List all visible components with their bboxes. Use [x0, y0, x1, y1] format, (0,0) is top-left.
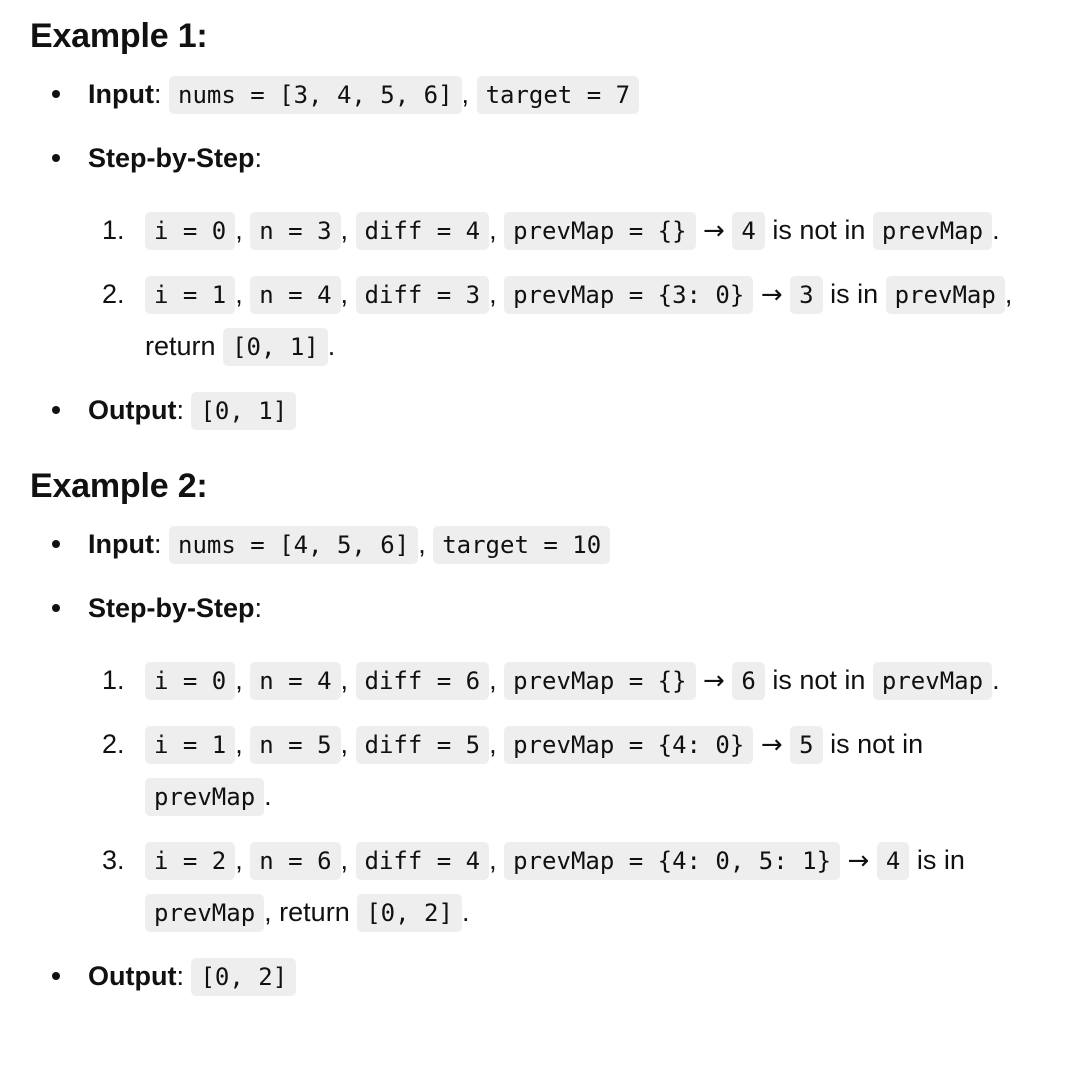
- right-arrow-icon: →: [760, 280, 783, 310]
- step-map-code: prevMap = {}: [504, 212, 695, 250]
- input-target-code: target = 10: [433, 526, 610, 564]
- bullet-icon: [52, 154, 60, 162]
- step-item: 3. i = 2 , n = 6 , diff = 4 , prevMap = {4: 0, 5: 1} → 4 is in prevMap , return [0, 2] .: [88, 834, 1080, 938]
- step-map-code: prevMap = {}: [504, 662, 695, 700]
- step-i-code: i = 1: [145, 726, 235, 764]
- step-phrase: is in: [916, 845, 965, 875]
- step-map-name-code: prevMap: [873, 212, 992, 250]
- return-value-code: [0, 1]: [223, 328, 328, 366]
- step-map-name-code: prevMap: [886, 276, 1005, 314]
- bullet-icon: [52, 406, 60, 414]
- return-word: return: [279, 897, 350, 927]
- output-code: [0, 1]: [191, 392, 296, 430]
- step-i-code: i = 0: [145, 662, 235, 700]
- step-value-code: 5: [790, 726, 822, 764]
- right-arrow-icon: →: [760, 730, 783, 760]
- input-nums-code: nums = [4, 5, 6]: [169, 526, 418, 564]
- step-phrase: is in: [830, 279, 879, 309]
- step-n-code: n = 3: [250, 212, 340, 250]
- step-i-code: i = 1: [145, 276, 235, 314]
- example-1-list: [30, 68, 1080, 436]
- step-item: 2. i = 1 , n = 4 , diff = 3 , prevMap = {3: 0} → 3 is in prevMap , return [0, 1] .: [88, 268, 1080, 372]
- step-item: 1. i = 0 , n = 4 , diff = 6 , prevMap = {} → 6 is not in prevMap .: [88, 654, 1080, 706]
- example-2-step-list: [88, 654, 1080, 938]
- step-n-code: n = 5: [250, 726, 340, 764]
- bullet-icon: [52, 540, 60, 548]
- step-i-code: i = 0: [145, 212, 235, 250]
- step-diff-code: diff = 6: [356, 662, 490, 700]
- step-value-code: 4: [877, 842, 909, 880]
- steps-label: Step-by-Step: [88, 593, 255, 623]
- return-word: return: [145, 331, 216, 361]
- step-diff-code: diff = 5: [356, 726, 490, 764]
- step-item: 1. i = 0 , n = 3 , diff = 4 , prevMap = {} → 4 is not in prevMap .: [88, 204, 1080, 256]
- input-target-code: target = 7: [477, 76, 640, 114]
- output-label: Output: [88, 395, 177, 425]
- step-phrase: is not in: [772, 215, 866, 245]
- example-2-output: Output: [0, 2]: [30, 950, 1080, 1002]
- right-arrow-icon: →: [703, 216, 725, 246]
- step-diff-code: diff = 4: [356, 212, 490, 250]
- step-map-code: prevMap = {4: 0, 5: 1}: [504, 842, 840, 880]
- right-arrow-icon: →: [703, 666, 725, 696]
- step-value-code: 4: [732, 212, 764, 250]
- bullet-icon: [52, 972, 60, 980]
- step-value-code: 6: [732, 662, 764, 700]
- step-diff-code: diff = 3: [356, 276, 490, 314]
- step-value-code: 3: [790, 276, 822, 314]
- step-n-code: n = 6: [250, 842, 340, 880]
- step-diff-code: diff = 4: [356, 842, 490, 880]
- step-phrase: is not in: [772, 665, 866, 695]
- step-item: 2. i = 1 , n = 5 , diff = 5 , prevMap = {4: 0} → 5 is not in prevMap .: [88, 718, 1080, 822]
- example-1-title: Example 1:: [30, 17, 208, 55]
- bullet-icon: [52, 604, 60, 612]
- step-map-code: prevMap = {3: 0}: [504, 276, 753, 314]
- step-n-code: n = 4: [250, 662, 340, 700]
- input-nums-code: nums = [3, 4, 5, 6]: [169, 76, 462, 114]
- steps-label: Step-by-Step: [88, 143, 255, 173]
- input-label: Input: [88, 79, 154, 109]
- step-number: 1.: [102, 665, 125, 695]
- input-label: Input: [88, 529, 154, 559]
- output-code: [0, 2]: [191, 958, 296, 996]
- step-map-name-code: prevMap: [145, 778, 264, 816]
- step-number: 2.: [102, 729, 125, 759]
- bullet-icon: [52, 90, 60, 98]
- output-label: Output: [88, 961, 177, 991]
- right-arrow-icon: →: [847, 846, 870, 876]
- step-number: 1.: [102, 215, 125, 245]
- example-1-steps: Step-by-Step: 1. i = 0 , n = 3 , diff = 4 , prevMap = {} → 4 is not in prevMap . 2. i = 1 , n = 4 , diff = 3 , prevMap = {3: 0} → 3 is in prevMap , return [0, 1] .: [30, 132, 1080, 372]
- example-1-output: Output: [0, 1]: [30, 384, 1080, 436]
- example-2-input: Input: nums = [4, 5, 6] , target = 10: [30, 518, 1080, 570]
- example-1-input: Input: nums = [3, 4, 5, 6] , target = 7: [30, 68, 1080, 120]
- step-map-name-code: prevMap: [145, 894, 264, 932]
- step-number: 3.: [102, 845, 125, 875]
- step-i-code: i = 2: [145, 842, 235, 880]
- step-map-name-code: prevMap: [873, 662, 992, 700]
- example-2-steps: Step-by-Step: 1. i = 0 , n = 4 , diff = 6 , prevMap = {} → 6 is not in prevMap . 2. i = 1 , n = 5 , diff = 5 , prevMap = {4: 0} → 5 is not in prevMap . 3. i = 2 , n = 6 , diff = 4 , prevMap = {4: 0, 5: 1} → 4 is in prevMap , return [0, 2] .: [30, 582, 1080, 938]
- step-n-code: n = 4: [250, 276, 340, 314]
- return-value-code: [0, 2]: [357, 894, 462, 932]
- example-2-title: Example 2:: [30, 467, 208, 505]
- step-map-code: prevMap = {4: 0}: [504, 726, 753, 764]
- step-number: 2.: [102, 279, 125, 309]
- example-1-step-list: [88, 204, 1080, 372]
- step-phrase: is not in: [830, 729, 924, 759]
- example-2-list: [30, 518, 1080, 1002]
